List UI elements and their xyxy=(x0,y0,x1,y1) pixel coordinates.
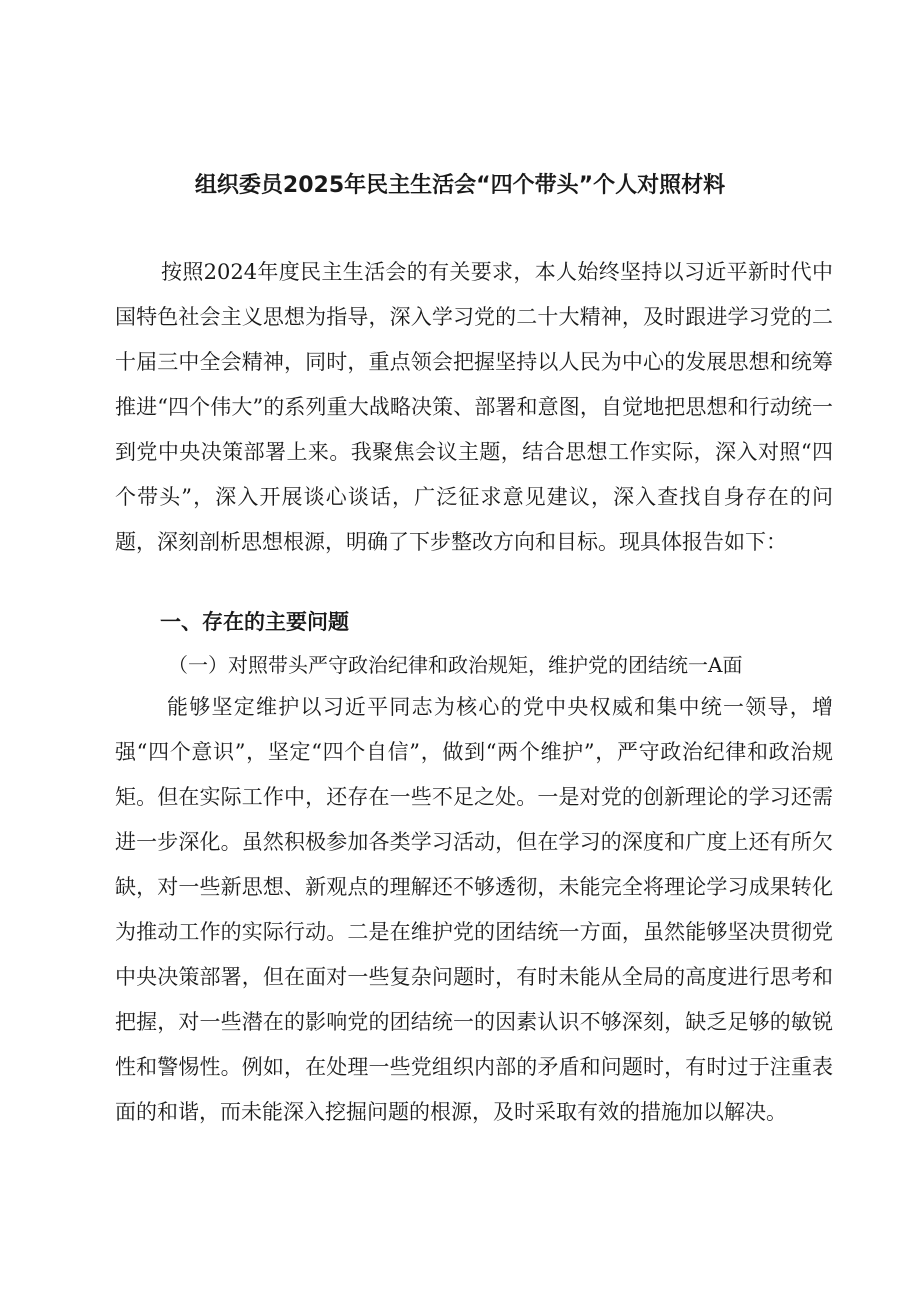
intro-paragraph: 按照2024年度民主生活会的有关要求，本人始终坚持以习近平新时代中国特色社会主义思想为指导，深入学习党的二十大精神，及时跟进学习党的二十届三中全会精神，同时，重点领会把握坚持以人民为中心的发展思想和统筹推进“四个伟大”的系列重大战略决策、部署和意图，自觉地把思想和行动统一到党中央决策部署上来。我聚焦会议主题，结合思想工作实际，深入对照“四个带头”，深入开展谈心谈话，广泛征求意见建议，深入查找自身存在的问题，深刻剖析思想根源，明确了下步整改方向和目标。现具体报告如下： xyxy=(115,260,833,554)
sub-heading: （一）对照带头严守政治纪律和政治规矩，维护党的团结统一A面 xyxy=(168,653,743,677)
section-heading: 一、存在的主要问题 xyxy=(160,610,349,634)
document-title: 组织委员2025年民主生活会“四个带头”个人对照材料 xyxy=(194,173,726,198)
body-paragraph: 能够坚定维护以习近平同志为核心的党中央权威和集中统一领导，增强“四个意识”，坚定“四个自信”，做到“两个维护”，严守政治纪律和政治规矩。但在实际工作中，还存在一些不足之处。一是对党的创新理论的学习还需进一步深化。虽然积极参加各类学习活动，但在学习的深度和广度上还有所欠缺，对一些新思想、新观点的理解还不够透彻，未能完全将理论学习成果转化为推动工作的实际行动。二是在维护党的团结统一方面，虽然能够坚决贯彻党中央决策部署，但在面对一些复杂问题时，有时未能从全局的高度进行思考和把握，对一些潜在的影响党的团结统一的因素认识不够深刻，缺乏足够的敏锐性和警惕性。例如，在处理一些党组织内部的矛盾和问题时，有时过于注重表面的和谐，而未能深入挖掘问题的根源，及时采取有效的措施加以解决。 xyxy=(115,695,833,1124)
